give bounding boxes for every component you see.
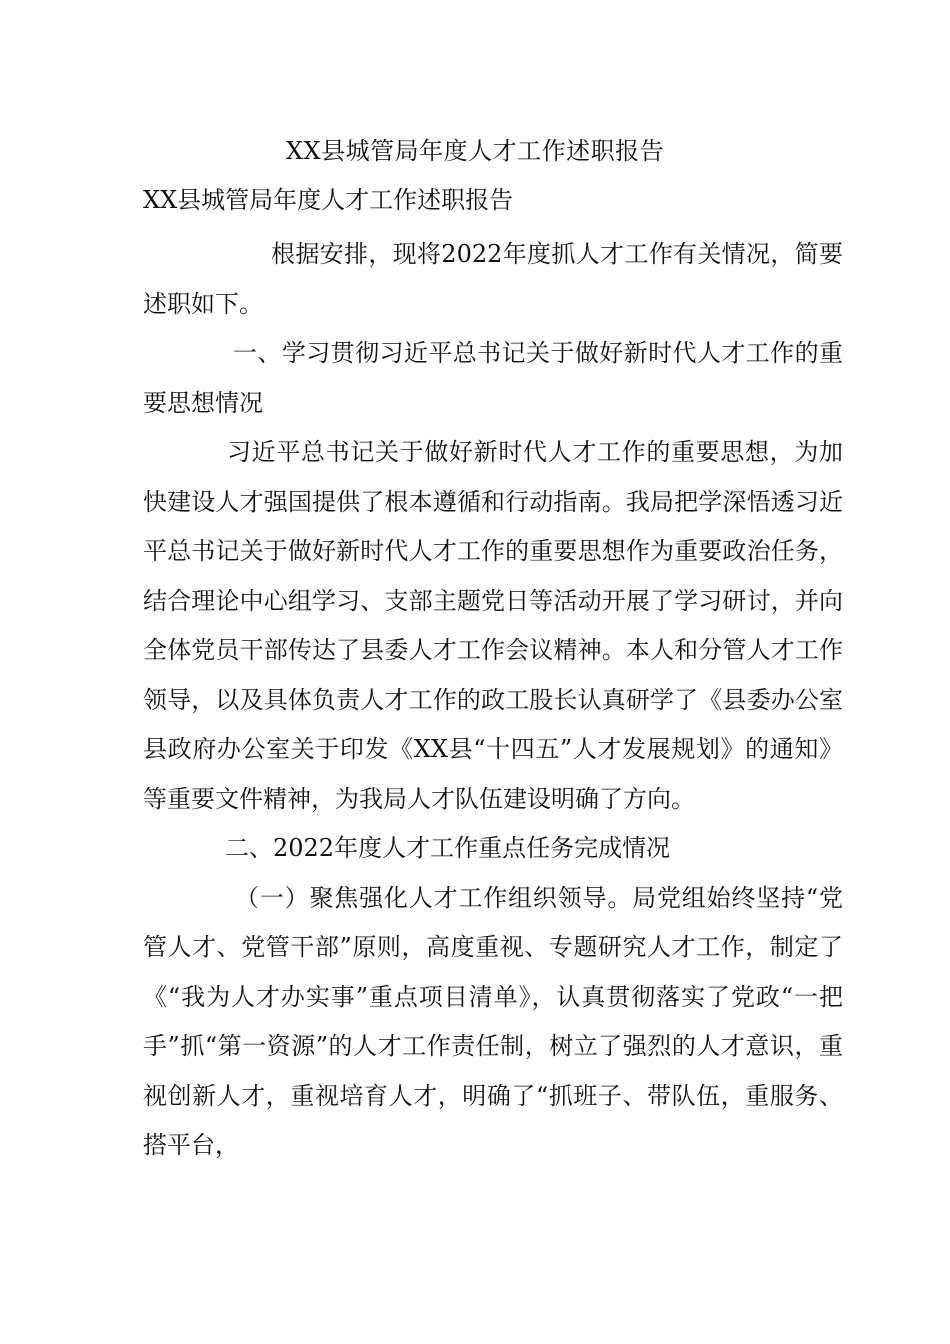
document-title: XX县城管局年度人才工作述职报告 [285, 137, 665, 165]
intro-paragraph: 根据安排，现将2022年度抓人才工作有关情况，简要述职如下。 [143, 240, 843, 318]
section-heading-2: 二、2022年度人才工作重点任务完成情况 [225, 834, 671, 862]
document-subtitle: XX县城管局年度人才工作述职报告 [143, 186, 514, 214]
document-body [143, 230, 843, 1171]
section-heading-1: 一、学习贯彻习近平总书记关于做好新时代人才工作的重要思想情况 [143, 339, 843, 417]
section-1-paragraph: 习近平总书记关于做好新时代人才工作的重要思想，为加快建设人才强国提供了根本遵循和行动指南。我局把学深悟透习近平总书记关于做好新时代人才工作的重要思想作为重要政治任务，结合理论中心组学习、支部主题党日等活动开展了学习研讨，并向全体党员干部传达了县委人才工作会议精神。本人和分管人才工作领导，以及具体负责人才工作的政工股长认真研学了《县委办公室县政府办公室关于印发《XX县“十四五”人才发展规划》的通知》等重要文件精神，为我局人才队伍建设明确了方向。 [143, 438, 843, 813]
subsection-1-paragraph: （一）聚焦强化人才工作组织领导。局党组始终坚持“党管人才、党管干部”原则，高度重视、专题研究人才工作，制定了《“我为人才办实事”重点项目清单》，认真贯彻落实了党政“一把手”抓“第一资源”的人才工作责任制，树立了强烈的人才意识，重视创新人才，重视培育人才，明确了“抓班子、带队伍，重服务、搭平台， [143, 883, 843, 1159]
